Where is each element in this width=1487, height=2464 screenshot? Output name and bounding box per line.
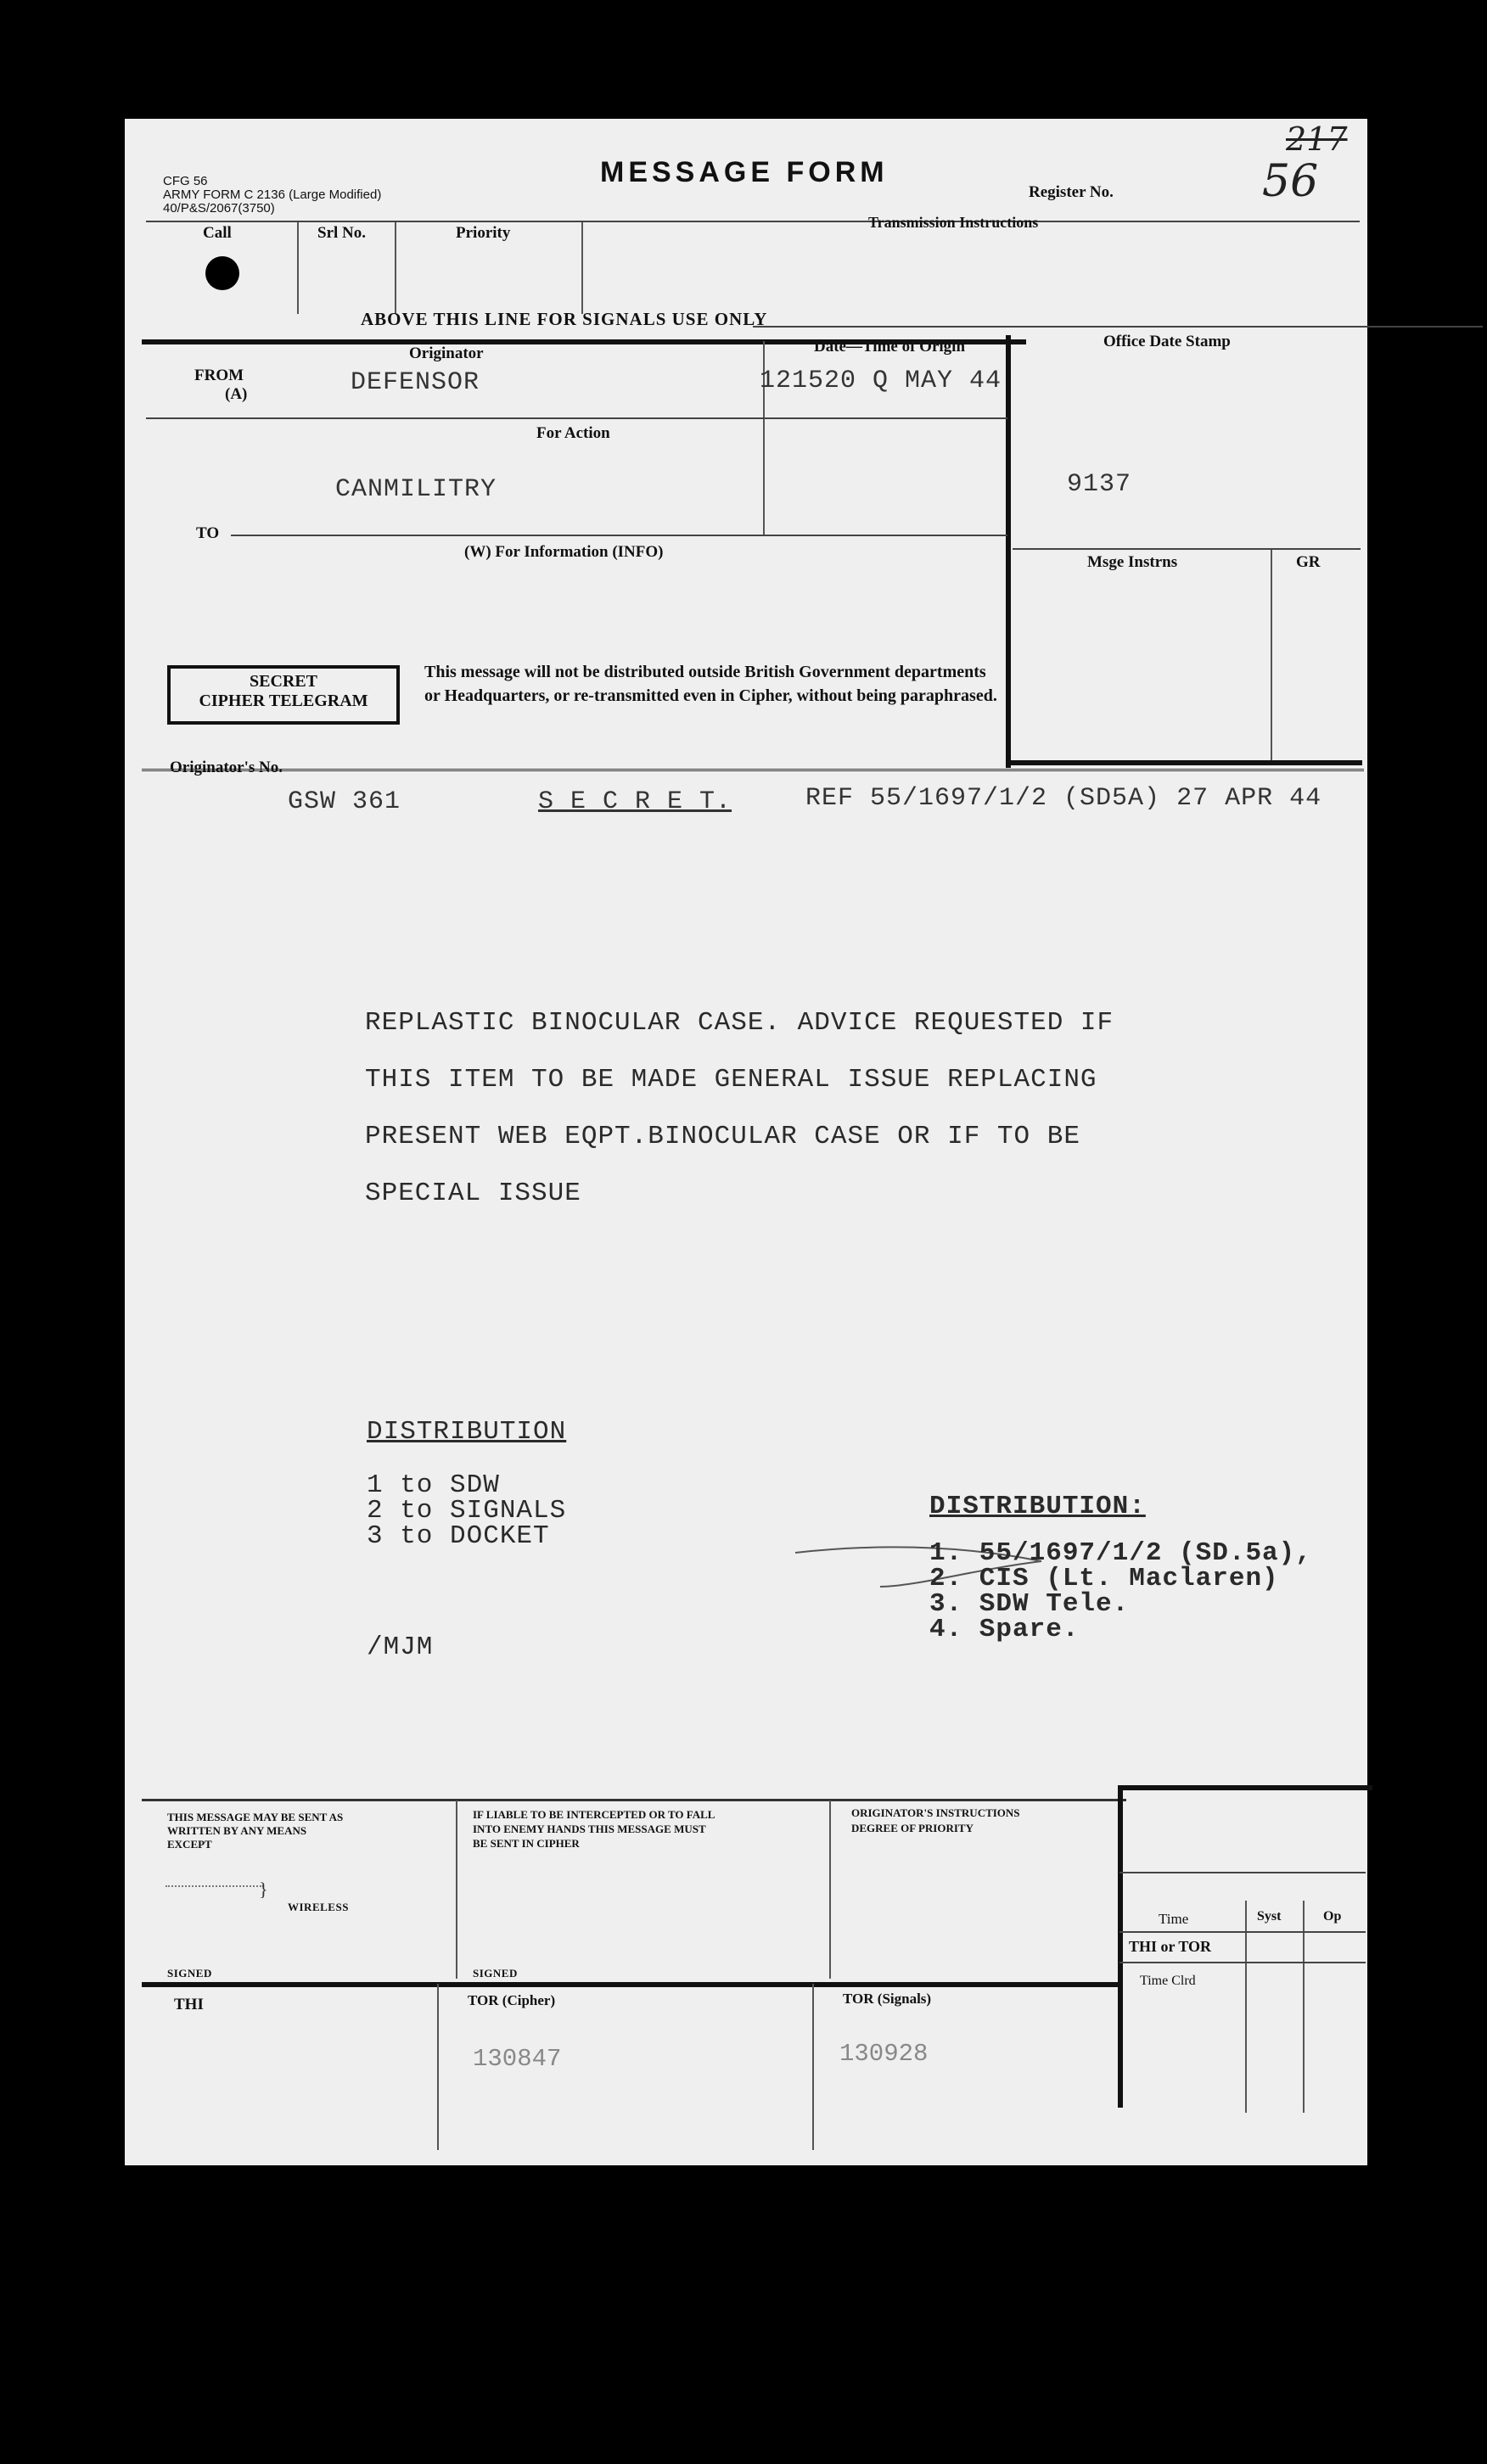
footer-right-rule — [1118, 1785, 1123, 2108]
register-number: 56 — [1262, 156, 1319, 207]
tor-cipher-label: TOR (Cipher) — [468, 1992, 556, 2008]
distribution-2-item: 2. CIS (Lt. Maclaren) — [929, 1564, 1279, 1593]
wireless-blank — [166, 1885, 264, 1887]
message-text — [365, 994, 1114, 1222]
originators-no-value: GSW 361 — [288, 787, 401, 816]
footer-top-rule — [142, 1799, 1126, 1801]
intercept-line: INTO ENEMY HANDS THIS MESSAGE MUST — [473, 1823, 706, 1835]
may-be-sent-line: EXCEPT — [167, 1838, 212, 1851]
for-action-label: For Action — [536, 424, 610, 442]
cipher-notice-line-2: or Headquarters, or re-transmitted even in Cipher, without being paraphrased. — [424, 686, 997, 705]
cipher-notice — [424, 660, 997, 708]
time-clrd-label: Time Clrd — [1140, 1974, 1196, 1988]
thi-or-tor-label: THI or TOR — [1129, 1938, 1212, 1955]
originator-label: Originator — [409, 344, 484, 362]
cipher-notice-line-1: This message will not be distributed outside British Government departments — [424, 663, 986, 681]
tor-divider — [437, 1984, 439, 2150]
transmission-instructions-label: Transmission Instructions — [868, 214, 1039, 231]
may-be-sent-notice — [167, 1811, 343, 1851]
srl-no-label: Srl No. — [317, 224, 366, 242]
originators-no-label: Originator's No. — [170, 759, 283, 776]
time-table-rule — [1119, 1931, 1366, 1933]
tor-divider — [812, 1984, 814, 2150]
footer-right-top-rule — [1118, 1785, 1372, 1790]
priority-label: Priority — [456, 224, 511, 242]
above-line-notice: ABOVE THIS LINE FOR SIGNALS USE ONLY — [361, 309, 768, 329]
typist-initials: /MJM — [367, 1632, 434, 1662]
gr-label: GR — [1296, 553, 1321, 571]
office-stamp-rule — [1013, 548, 1361, 550]
intercept-notice — [473, 1807, 715, 1851]
signals-divider — [297, 222, 299, 314]
call-label: Call — [203, 224, 232, 242]
tor-top-rule — [142, 1982, 1122, 1987]
message-line: SPECIAL ISSUE — [365, 1179, 581, 1208]
originator-value: DEFENSOR — [351, 368, 480, 397]
intercept-line: BE SENT IN CIPHER — [473, 1837, 580, 1850]
secret-label: SECRET — [249, 672, 318, 691]
cipher-telegram-label: CIPHER TELEGRAM — [199, 692, 368, 710]
footer-divider — [829, 1800, 831, 1979]
office-stamp-label: Office Date Stamp — [1103, 333, 1231, 350]
message-line: PRESENT WEB EQPT.BINOCULAR CASE OR IF TO BE — [365, 1122, 1080, 1151]
distribution-item: 1 to SDW — [367, 1470, 500, 1500]
punch-hole-icon — [205, 256, 239, 290]
distribution-2-item: 1. 55/1697/1/2 (SD.5a), — [929, 1538, 1312, 1568]
thi-label: THI — [174, 1996, 204, 2013]
tor-signals-value: 130928 — [839, 2040, 929, 2068]
orig-instr-line: ORIGINATOR'S INSTRUCTIONS — [851, 1806, 1020, 1819]
wireless-label: WIRELESS — [288, 1901, 349, 1913]
cipher-telegram-box — [167, 665, 400, 725]
to-value: CANMILITRY — [335, 475, 497, 504]
info-label: (W) For Information (INFO) — [464, 543, 664, 561]
register-struck-number: 217 — [1286, 120, 1348, 158]
signals-bottom-rule — [753, 326, 1483, 328]
message-line: THIS ITEM TO BE MADE GENERAL ISSUE REPLACING — [365, 1065, 1097, 1095]
tor-cipher-value: 130847 — [473, 2045, 562, 2073]
gr-divider — [1271, 550, 1272, 762]
tor-signals-label: TOR (Signals) — [843, 1991, 932, 2007]
distribution-list — [367, 1470, 567, 1551]
orig-instr-line: DEGREE OF PRIORITY — [851, 1822, 974, 1834]
origin-bottom-rule-right — [1006, 760, 1362, 765]
from-label: FROM — [194, 367, 244, 384]
origin-bottom-rule — [142, 769, 1364, 771]
time-label: Time — [1159, 1911, 1189, 1927]
distribution-2-list — [929, 1538, 1312, 1644]
brace-glyph: } — [259, 1879, 268, 1900]
from-to-rule — [146, 417, 1007, 419]
footer-divider — [456, 1800, 457, 1979]
time-table-rule — [1119, 1872, 1366, 1873]
signals-top-rule — [146, 221, 1360, 222]
origin-right-rule — [1006, 335, 1011, 768]
secret-typed: S E C R E T. — [538, 787, 732, 816]
form-codes — [163, 175, 381, 216]
form-title: MESSAGE FORM — [600, 156, 889, 188]
register-label: Register No. — [1029, 183, 1114, 201]
op-label: Op — [1323, 1909, 1342, 1924]
signed-label-1: SIGNED — [167, 1967, 212, 1980]
dto-label: Date—Time of Origin — [814, 338, 966, 356]
reference: REF 55/1697/1/2 (SD5A) 27 APR 44 — [805, 784, 1322, 813]
distribution-2-item: 4. Spare. — [929, 1615, 1080, 1644]
form-code-3: 40/P&S/2067(3750) — [163, 201, 275, 216]
distribution-2-item: 3. SDW Tele. — [929, 1589, 1130, 1619]
office-stamp-value: 9137 — [1067, 470, 1132, 499]
dto-value: 121520 Q MAY 44 — [760, 367, 1002, 395]
may-be-sent-line: WRITTEN BY ANY MEANS — [167, 1824, 307, 1837]
to-rule — [231, 535, 1007, 536]
distribution-title: DISTRIBUTION — [367, 1417, 567, 1447]
to-label: TO — [196, 524, 220, 542]
distribution-item: 2 to SIGNALS — [367, 1496, 567, 1526]
intercept-line: IF LIABLE TO BE INTERCEPTED OR TO FALL — [473, 1808, 715, 1821]
may-be-sent-line: THIS MESSAGE MAY BE SENT AS — [167, 1811, 344, 1823]
message-line: REPLASTIC BINOCULAR CASE. ADVICE REQUESTED IF — [365, 1008, 1114, 1038]
msge-instrns-label: Msge Instrns — [1087, 553, 1178, 571]
form-code-1: CFG 56 — [163, 174, 208, 188]
syst-label: Syst — [1257, 1909, 1282, 1924]
from-sub-label: (A) — [225, 385, 248, 403]
originator-instructions — [851, 1806, 1020, 1836]
distribution-item: 3 to DOCKET — [367, 1521, 550, 1551]
signals-divider — [581, 222, 583, 314]
distribution-2-title: DISTRIBUTION: — [929, 1492, 1146, 1521]
signed-label-2: SIGNED — [473, 1967, 518, 1980]
message-form-page — [125, 119, 1367, 2165]
signals-divider — [395, 222, 396, 314]
form-code-2: ARMY FORM C 2136 (Large Modified) — [163, 188, 382, 202]
time-table-rule — [1119, 1962, 1366, 1963]
